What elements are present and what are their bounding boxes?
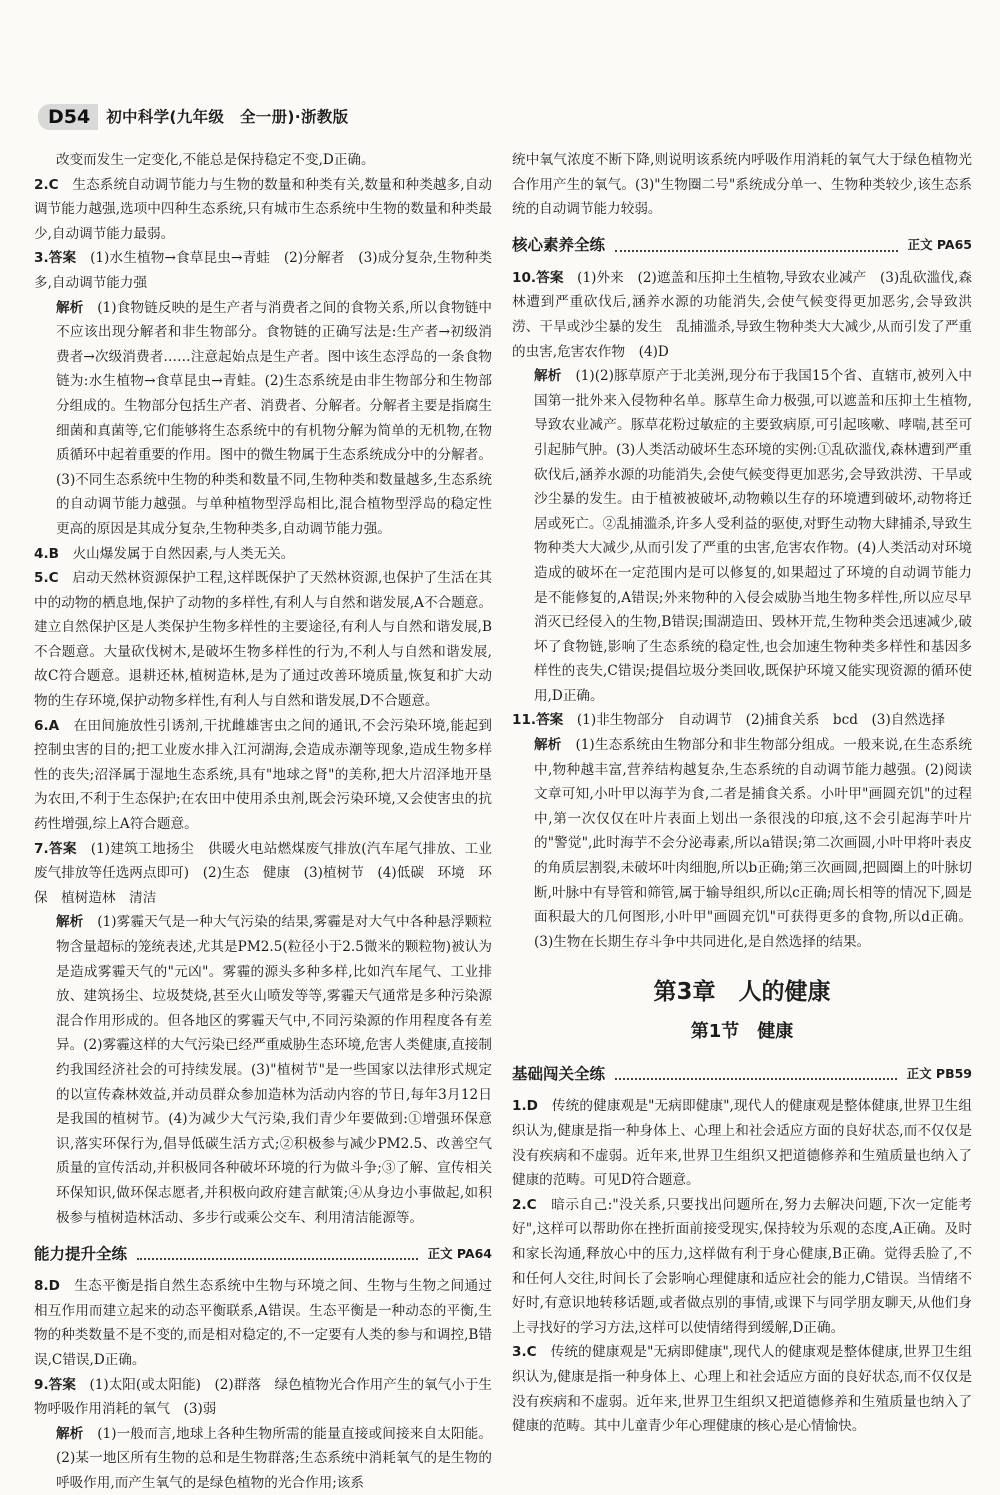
- answer-text: 暗示自己:"没关系,只要找出问题所在,努力去解决问题,下次一定能考好",这样可以帮助你在挫折面前接受现实,保持较为乐观的态度,A正确。及时和家长沟通,释放心中的压力,这样做有利于身心健康,B正确。觉得丢脸了,不和任何人交往,时间长了会影响心理健康和适应社会的能力,C错误。当情绪不好时,有意识地转移话题,或者做点别的事情,或课下与同学朋友聊天,从他们身上寻找好的学习方法,这样可以使情绪得到缓解,D正确。: [512, 1196, 973, 1336]
- answer-number: 5.C: [34, 570, 59, 587]
- dotted-rule: [615, 250, 898, 252]
- explanation-text: (1)雾霾天气是一种大气污染的结果,雾霾是对大气中各种悬浮颗粒物含量超标的笼统表述,尤其是PM2.5(粒径小于2.5微米的颗粒物)被认为是造成雾霾天气的"元凶"。雾霾的源头多种多样,比如汽车尾气、工业排放、建筑扬尘、垃圾焚烧,甚至火山喷发等等,雾霾天气通常是多种污染源混合作用形成的。但各地区的雾霾天气中,不同污染源的作用程度各有差异。(2)雾霾这样的大气污染已经严重威胁生态环境,危害人类健康,直接制约我国经济社会的可持续发展。(3)"植树节"是一些国家以法律形式规定的以宣传森林效益,并动员群众参加造林为活动内容的节日,每年3月12日是我国的植树节。(4)为减少大气污染,我们青少年要做到:①增强环保意识,落实环保行为,倡导低碳生活方式;②积极参与减少PM2.5、改善空气质量的宣传活动,并积极同各种破坏环境的行为做斗争;③了解、宣传相关环保知识,做环保志愿者,并积极向政府建言献策;④从身边小事做起,如积极参与植树造林活动、多步行或乘公交车、利用清洁能源等。: [56, 914, 493, 1226]
- answer-item: [512, 1340, 972, 1438]
- explanation: [34, 910, 492, 1230]
- answer-text: (1)非生物部分 自动调节 (2)捕食关系 bcd (3)自然选择: [576, 712, 946, 729]
- answer-text: (1)外来 (2)遮盖和压抑土生植物,导致农业减产 (3)乱砍滥伐,森林遭到严重砍伐后,涵养水源的功能消失,会使气候变得更加恶劣,会导致洪涝、干旱或沙尘暴的发生 乱捕滥杀,导致生物种类大大减少,从而引发了严重的虫害,危害农作物 (4)D: [512, 269, 972, 360]
- answer-text: (1)太阳(或太阳能) (2)群落 绿色植物光合作用产生的氧气小于生物呼吸作用消耗的氧气 (3)弱: [34, 1376, 493, 1418]
- explanation: [34, 296, 492, 542]
- answer-item: [34, 173, 492, 247]
- answer-number: 10.答案: [512, 269, 564, 286]
- answer-number: 6.A: [34, 717, 60, 734]
- answer-text: (1)水生植物→食草昆虫→青蛙 (2)分解者 (3)成分复杂,生物种类多,自动调节能力强: [34, 250, 493, 291]
- answer-item: [34, 714, 492, 837]
- answer-item: [34, 566, 492, 714]
- answer-number: 3.答案: [34, 250, 77, 267]
- explanation-text: (1)生态系统由生物部分和非生物部分组成。一般来说,在生态系统中,物种越丰富,营养结构越复杂,生态系统的自动调节能力越强。(2)阅读文章可知,小叶甲以海芋为食,二者是捕食关系。小叶甲"画圆充饥"的过程中,第一次仅仅在叶片表面上划出一条很浅的印痕,这不会引起海芋叶片的"警觉",此时海芋不会分泌毒素,所以a错误;第二次画圆,小叶甲将叶表皮的角质层割裂,未破坏叶肉细胞,所以b正确;第三次画圆,把圆圈上的叶脉切断,叶脉中有导管和筛管,属于输导组织,所以c正确;周长相等的情况下,圆是面积最大的几何图形,小叶甲"画圆充饥"可获得更多的食物,所以d正确。(3)生物在长期生存斗争中共同进化,是自然选择的结果。: [534, 737, 973, 950]
- answer-item: [512, 1094, 972, 1192]
- explanation-label: 解析: [534, 368, 562, 385]
- explanation-label: 解析: [56, 299, 84, 316]
- explanation-label: 解析: [56, 1425, 84, 1442]
- answer-number: 2.C: [34, 176, 59, 193]
- answer-item: [34, 1373, 492, 1422]
- section-ref: 正文 PA64: [427, 1245, 492, 1261]
- paragraph: 改变而发生一定变化,不能总是保持稳定不变,D正确。: [56, 152, 375, 168]
- explanation: [34, 1422, 492, 1495]
- section-title: 能力提升全练: [34, 1244, 128, 1263]
- answer-number: 7.答案: [34, 840, 77, 857]
- section-header-ability: [34, 1238, 492, 1266]
- answer-number: 11.答案: [512, 712, 564, 729]
- explanation: [512, 364, 972, 708]
- explanation-label: 解析: [56, 914, 84, 931]
- answer-number: 3.C: [512, 1344, 537, 1361]
- answer-number: 9.答案: [34, 1376, 76, 1393]
- answer-item: [34, 542, 492, 567]
- answer-number: 1.D: [512, 1098, 538, 1115]
- section-title-health: 第1节 健康: [690, 1021, 794, 1043]
- answer-item: [34, 837, 492, 911]
- explanation: [512, 733, 972, 954]
- answer-item: [512, 1193, 972, 1341]
- dotted-rule: [137, 1258, 418, 1260]
- answer-text: 火山爆发属于自然因素,与人类无关。: [72, 545, 295, 562]
- book-title: 初中科学(九年级 全一册)·浙教版: [106, 107, 349, 126]
- answer-number: 2.C: [512, 1196, 537, 1213]
- section-title: 核心素养全练: [512, 236, 606, 255]
- explanation-text: (1)(2)豚草原产于北美洲,现分布于我国15个省、直辖市,被列入中国第一批外来入侵物种名单。豚草生命力极强,可以遮盖和压抑土生植物,导致农业减产。豚草花粉过敏症的主要致病原,可引起咳嗽、哮喘,甚至可引起肺气肿。(3)人类活动破坏生态环境的实例:①乱砍滥伐,森林遭到严重砍伐后,涵养水源的功能消失,会使气候变得更加恶劣,会导致洪涝、干旱或沙尘暴的发生。由于植被被破坏,动物赖以生存的环境遭到破坏,动物将迁居或死亡。②乱捕滥杀,许多人受利益的驱使,对野生动物大肆捕杀,导致生物种类大大减少,从而引发了严重的虫害,危害农作物。(4)人类活动对环境造成的破坏在一定范围内是可以修复的,如果超过了环境的自动调节能力是不能修复的,A错误;外来物种的入侵会威胁当地生物多样性,所以应尽早消灭已经侵入的生物,B错误;围湖造田、毁林开荒,生物种类会迅速减少,破坏了食物链,影响了生态系统的稳定性,也会加速生物种类多样性和基因多样性的丧失,C错误;提倡垃圾分类回收,既保护环境又能实现资源的循环使用,D正确。: [534, 368, 973, 704]
- section-header-core: [512, 230, 972, 258]
- right-column: [512, 148, 972, 1439]
- answer-text: 在田间施放性引诱剂,干扰雌雄害虫之间的通讯,不会污染环境,能起到控制虫害的目的;把工业废水排入江河湖海,会造成赤潮等现象,造成生物多样性的丧失;沼泽属于湿地生态系统,具有"地球之肾"的美称,把大片沼泽地开垦为农田,不利于生态保护;在农田中使用杀虫剂,既会污染环境,又会使害虫的抗药性增强,综上A符合题意。: [34, 717, 492, 833]
- page-number: D54: [38, 104, 98, 131]
- section-ref: 正文 PA65: [907, 237, 972, 253]
- answer-text: 生态系统自动调节能力与生物的数量和种类有关,数量和种类越多,自动调节能力越强,选项中四种生态系统,只有城市生态系统中生物的数量和种类最少,自动调节能力最弱。: [34, 176, 492, 242]
- left-column: [34, 148, 492, 1495]
- section-header-basic: [512, 1058, 972, 1086]
- explanation-label: 解析: [534, 737, 562, 754]
- answer-item: [34, 1274, 492, 1372]
- answer-number: 4.B: [34, 545, 59, 562]
- answer-item: [512, 266, 972, 364]
- answer-text: 传统的健康观是"无病即健康",现代人的健康观是整体健康,世界卫生组织认为,健康是指一种身体上、心理上和社会适应方面的良好状态,而不仅仅是没有疾病和不虚弱。近年来,世界卫生组织又把道德修养和生殖质量也纳入了健康的范畴。可见D符合题意。: [512, 1098, 972, 1189]
- dotted-rule: [615, 1078, 897, 1080]
- answer-text: 启动天然林资源保护工程,这样既保护了天然林资源,也保护了生活在其中的动物的栖息地,保护了动物的多样性,有利人与自然和谐发展,A不合题意。建立自然保护区是人类保护生物多样性的主要途径,有利人与自然和谐发展,B不合题意。大量砍伐树木,是破坏生物多样性的行为,不利人与自然和谐发展,故C符合题意。退耕还林,植树造林,是为了通过改善环境质量,恢复和扩大动物的生存环境,保护动物多样性,有利人与自然和谐发展,D不合题意。: [34, 570, 492, 710]
- answer-item: [512, 708, 972, 733]
- page-header: [38, 104, 348, 130]
- answer-text: 生态平衡是指自然生态系统中生物与环境之间、生物与生物之间通过相互作用而建立起来的动态平衡联系,A错误。生态平衡是一种动态的平衡,生物的种类数量不是不变的,而是相对稳定的,不一定要有人类的参与和调控,B错误,C错误,D正确。: [34, 1278, 493, 1368]
- answer-item: [34, 246, 492, 295]
- answer-text: (1)建筑工地扬尘 供暖火电站燃煤废气排放(汽车尾气排放、工业废气排放等任选两点即可) (2)生态 健康 (3)植树节 (4)低碳 环境 环保 植树造林 清洁: [34, 840, 492, 906]
- explanation-text: (1)一般而言,地球上各种生物所需的能量直接或间接来自太阳能。(2)某一地区所有生物的总和是生物群落;生态系统中消耗氧气的是生物的呼吸作用,而产生氧气的是绿色植物的光合作用;该系: [56, 1425, 493, 1491]
- section-title: 基础闯关全练: [512, 1064, 606, 1083]
- explanation-text: (1)食物链反映的是生产者与消费者之间的食物关系,所以食物链中不应该出现分解者和非生物部分。食物链的正确写法是:生产者→初级消费者→次级消费者……注意起始点是生产者。图中该生态浮岛的一条食物链为:水生植物→食草昆虫→青蛙。(2)生态系统是由非生物部分和生物部分组成的。生物部分包括生产者、消费者、分解者。分解者主要是指腐生细菌和真菌等,它们能够将生态系统中的有机物分解为简单的无机物,在物质循环中起着重要的作用。图中的微生物属于生态系统成分中的分解者。(3)不同生态系统中生物的种类和数量不同,生物种类和数量越多,生态系统的自动调节能力越强。与单种植物型浮岛相比,混合植物型浮岛的稳定性更高的原因是其成分复杂,生物种类多,自动调节能力强。: [56, 299, 493, 537]
- answer-text: 传统的健康观是"无病即健康",现代人的健康观是整体健康,世界卫生组织认为,健康是指一种身体上、心理上和社会适应方面的良好状态,而不仅仅是没有疾病和不虚弱。近年来,世界卫生组织又把道德修养和生殖质量也纳入了健康的范畴。其中儿童青少年心理健康的核心是心情愉快。: [512, 1344, 972, 1435]
- section-ref: 正文 PB59: [906, 1065, 972, 1081]
- paragraph: 统中氧气浓度不断下降,则说明该系统内呼吸作用消耗的氧气大于绿色植物光合作用产生的氧气。(3)"生物圈二号"系统成分单一、生物种类较少,该生态系统的自动调节能力较弱。: [512, 152, 972, 218]
- chapter-title: 第3章 人的健康: [653, 979, 831, 1006]
- answer-number: 8.D: [34, 1278, 60, 1295]
